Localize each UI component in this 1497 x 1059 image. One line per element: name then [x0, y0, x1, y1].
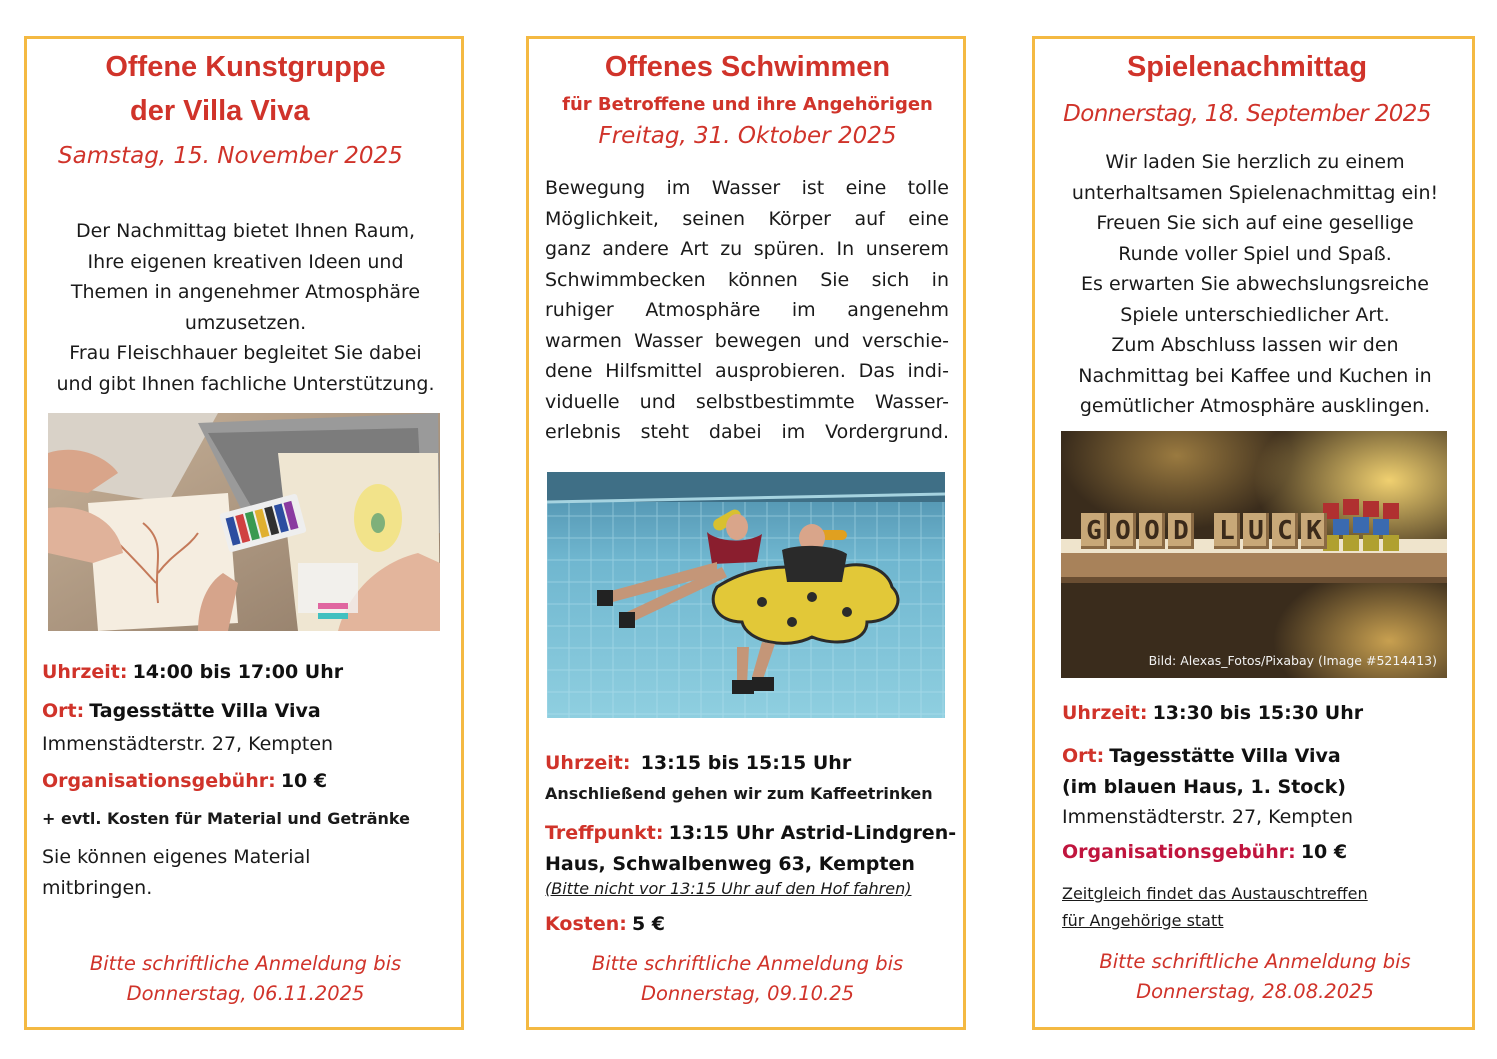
place-value: Tagesstätte Villa Viva	[89, 700, 321, 722]
meet-label: Treffpunkt:	[545, 822, 664, 844]
material-note-line: mitbringen.	[42, 876, 153, 899]
letter-block: C	[1272, 513, 1298, 549]
fee-value: 10 €	[280, 770, 328, 792]
good-luck-dice-photo	[1061, 431, 1447, 678]
description-line: und gibt Ihnen fachliche Unterstützung.	[56, 372, 435, 395]
letter-block: O	[1110, 513, 1136, 549]
letter-block: K	[1301, 513, 1327, 549]
letter-gap	[1197, 513, 1211, 549]
fee-label: Organisationsgebühr:	[1062, 841, 1296, 863]
time-label: Uhrzeit:	[1062, 702, 1148, 724]
description-line: unterhaltsamen Spielenachmittag ein!	[1071, 181, 1439, 204]
time-value: 14:00 bis 17:00 Uhr	[132, 661, 344, 683]
description-line: ganz andere Art zu spüren. In unserem	[545, 238, 949, 260]
time-label: Uhrzeit:	[42, 661, 128, 683]
description	[545, 173, 949, 448]
footer-line: Donnerstag, 09.10.25	[640, 982, 855, 1005]
place-value: Tagesstätte Villa Viva	[1109, 745, 1341, 767]
address: Immenstädterstr. 27, Kempten	[1062, 806, 1354, 828]
description-line: gemütlicher Atmosphäre ausklingen.	[1079, 395, 1431, 417]
description-line: Nachmittag bei Kaffee und Kuchen in	[1078, 364, 1432, 387]
registration-footer	[1035, 947, 1475, 1007]
description-line: dene Hilfsmittel ausprobieren. Das indi-	[545, 360, 949, 382]
description-line: Es erwarten Sie abwechslungsreiche	[1081, 273, 1429, 295]
description-line: Möglichkeit, seinen Körper auf eine	[545, 207, 949, 230]
place-label: Ort:	[42, 700, 85, 722]
place-row	[1062, 741, 1353, 832]
letter-block: L	[1214, 513, 1240, 549]
title: Spielenachmittag	[1126, 51, 1368, 83]
footer-line: Donnerstag, 28.08.2025	[1136, 980, 1374, 1003]
good-luck-blocks	[1081, 513, 1327, 549]
letter-block: D	[1168, 513, 1194, 549]
meet-note: (Bitte nicht vor 13:15 Uhr auf den Hof fahren)	[545, 879, 912, 898]
exchange-note-line: Zeitgleich findet das Austauschtreffen	[1062, 884, 1368, 903]
material-note-line: Sie können eigenes Material	[42, 846, 311, 868]
letter-block: G	[1081, 513, 1107, 549]
art-workshop-photo	[48, 413, 440, 631]
place-row	[42, 700, 321, 722]
event-date: Donnerstag, 18. September 2025	[1063, 101, 1431, 127]
footer-line: Bitte schriftliche Anmeldung bis	[1099, 950, 1411, 973]
exchange-note-line: für Angehörige statt	[1062, 911, 1224, 930]
description-line: Runde voller Spiel und Spaß.	[1118, 242, 1392, 265]
fee-row	[42, 770, 327, 792]
material-note	[42, 842, 310, 903]
description-line: umzusetzen.	[184, 311, 307, 334]
exchange-note	[1062, 880, 1368, 934]
title-line-2: der Villa Viva	[130, 95, 310, 127]
description-line: Bewegung im Wasser ist eine tolle	[545, 177, 949, 199]
meet-value: 13:15 Uhr Astrid-Lindgren-	[668, 822, 957, 844]
fee-row	[1062, 841, 1347, 863]
title-line-1: Offene Kunstgruppe	[105, 51, 386, 83]
place-label: Ort:	[1062, 745, 1105, 767]
description-line: Freuen Sie sich auf eine gesellige	[1096, 212, 1414, 234]
card-spielenachmittag	[1032, 36, 1475, 1030]
description-line: Der Nachmittag bietet Ihnen Raum,	[75, 220, 416, 242]
cost-row	[545, 913, 665, 935]
registration-footer	[27, 949, 464, 1009]
card-kunstgruppe	[24, 36, 464, 1030]
footer-line: Donnerstag, 06.11.2025	[126, 982, 365, 1005]
fee-value: 10 €	[1300, 841, 1348, 863]
description-line: Wir laden Sie herzlich zu einem	[1105, 151, 1405, 173]
description-line: warmen Wasser bewegen und verschie-	[545, 329, 949, 352]
description-line: ruhiger Atmosphäre im angenehm	[545, 299, 949, 321]
time-note: Anschließend gehen wir zum Kaffeetrinken	[545, 784, 933, 803]
time-value: 13:30 bis 15:30 Uhr	[1152, 702, 1364, 724]
description-line: viduelle und selbstbestimmte Wasser-	[545, 390, 949, 413]
description-line: Frau Fleischhauer begleitet Sie dabei	[69, 342, 422, 364]
description-line: Zum Abschluss lassen wir den	[1111, 334, 1399, 356]
registration-footer	[529, 949, 966, 1009]
description-line: erlebnis steht dabei im Vordergrund.	[545, 421, 949, 443]
extra-costs: + evtl. Kosten für Material und Getränke	[42, 809, 410, 828]
address: Immenstädterstr. 27, Kempten	[42, 733, 334, 755]
subtitle: für Betroffene und ihre Angehörigen	[562, 94, 933, 115]
swimming-pool-photo	[547, 472, 945, 718]
cost-value: 5 €	[631, 913, 666, 935]
event-date: Samstag, 15. November 2025	[58, 143, 403, 169]
letter-block: O	[1139, 513, 1165, 549]
place-detail: (im blauen Haus, 1. Stock)	[1062, 776, 1346, 798]
time-label: Uhrzeit:	[545, 752, 631, 774]
description-line: Themen in angenehmer Atmosphäre	[70, 281, 421, 303]
letter-block: U	[1243, 513, 1269, 549]
time-row	[42, 661, 343, 683]
title: Offenes Schwimmen	[604, 51, 891, 83]
fee-label: Organisationsgebühr:	[42, 770, 276, 792]
meet-value-line2: Haus, Schwalbenweg 63, Kempten	[545, 853, 915, 875]
photo-credit: Bild: Alexas_Fotos/Pixabay (Image #5214413)	[1148, 653, 1437, 668]
description-line: Ihre eigenen kreativen Ideen und	[87, 250, 404, 273]
description-line: Schwimmbecken können Sie sich in	[545, 268, 949, 291]
time-row	[545, 752, 851, 774]
event-date: Freitag, 31. Oktober 2025	[598, 123, 897, 149]
footer-line: Bitte schriftliche Anmeldung bis	[591, 952, 904, 975]
cost-label: Kosten:	[545, 913, 627, 935]
description	[1035, 147, 1475, 422]
description	[27, 216, 464, 399]
time-value: 13:15 bis 15:15 Uhr	[640, 752, 852, 774]
meeting-point	[545, 818, 956, 879]
description-line: Spiele unterschiedlicher Art.	[1120, 303, 1390, 326]
card-schwimmen	[526, 36, 966, 1030]
footer-line: Bitte schriftliche Anmeldung bis	[89, 952, 402, 975]
time-row	[1062, 702, 1363, 724]
